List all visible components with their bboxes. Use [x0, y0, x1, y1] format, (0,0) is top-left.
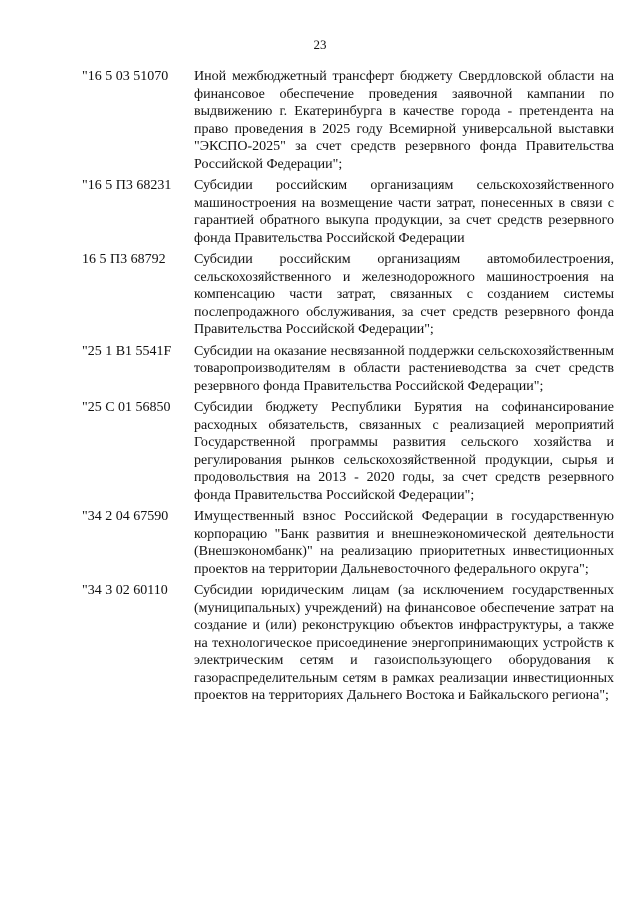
budget-code: "25 C 01 56850	[82, 400, 171, 415]
budget-code: 16 5 П3 68792	[82, 252, 166, 267]
budget-code: "16 5 П3 68231	[82, 178, 172, 193]
budget-item-description: Иной межбюджетный трансферт бюджету Свердловской области на финансовое обеспечение проведения заявочной кампании по выдвижению г. Екатеринбурга в качестве города - претендента на право проведения в 2025 году Всемирной универсальной выставки "ЭКСПО-2025" за счет средств резервного фонда Правительства Российской Федерации";	[194, 69, 614, 172]
list-item	[82, 68, 614, 173]
list-item	[82, 399, 614, 504]
budget-code-list	[82, 68, 614, 709]
page-number: 23	[313, 37, 327, 52]
budget-item-description: Субсидии юридическим лицам (за исключением государственных (муниципальных) учреждений) на финансовое обеспечение затрат на создание и (или) реконструкцию объектов инфраструктуры, а также на технологическое присоединение энергопринимающих устройств к электрическим сетям и газоиспользующего оборудования к газораспределительным сетям в рамках реализации инвестиционных проектов на территориях Дальнего Востока и Байкальского региона";	[194, 583, 614, 703]
budget-code: "34 2 04 67590	[82, 509, 169, 524]
budget-item-description: Субсидии на оказание несвязанной поддержки сельскохозяйственным товаропроизводителям в области растениеводства за счет средств резервного фонда Правительства Российской Федерации";	[194, 343, 614, 394]
budget-item-description: Субсидии бюджету Республики Бурятия на софинансирование расходных обязательств, связанных с реализацией мероприятий Государственной программы развития сельского хозяйства и регулирования рынков сельскохозяйственной продукции, сырья и продовольствия на 2013 - 2020 годы, за счет средств резервного фонда Правительства Российской Федерации";	[194, 400, 614, 503]
list-item	[82, 251, 614, 339]
budget-code: "16 5 03 51070	[82, 69, 169, 84]
list-item	[82, 177, 614, 247]
list-item	[82, 582, 614, 705]
list-item	[82, 343, 614, 396]
list-item	[82, 508, 614, 578]
budget-item-description: Субсидии российским организациям сельскохозяйственного машиностроения на возмещение части затрат, понесенных в связи с гарантией обратного выкупа продукции, за счет средств резервного фонда Правительства Российской Федерации	[194, 178, 614, 246]
budget-item-description: Субсидии российским организациям автомобилестроения, сельскохозяйственного и железнодорожного машиностроения на компенсацию части затрат, связанных с созданием системы послепродажного обслуживания, за счет средств резервного фонда Правительства Российской Федерации";	[194, 252, 614, 337]
budget-code: "34 3 02 60110	[82, 583, 168, 598]
budget-item-description: Имущественный взнос Российской Федерации в государственную корпорацию "Банк развития и внешнеэкономической деятельности (Внешэкономбанк)" на реализацию приоритетных инвестиционных проектов на территории Дальневосточного федерального округа";	[194, 509, 614, 577]
budget-code: "25 1 B1 5541F	[82, 343, 172, 359]
